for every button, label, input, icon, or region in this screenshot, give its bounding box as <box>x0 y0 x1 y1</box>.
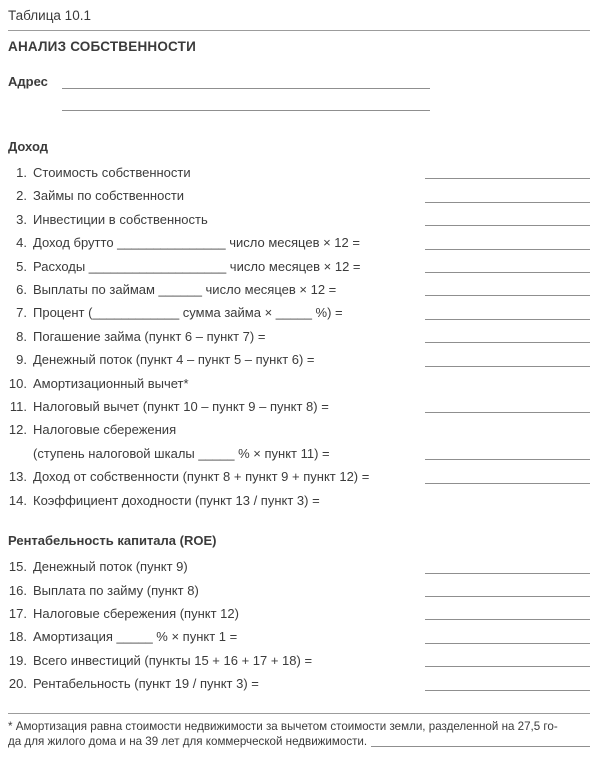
answer-blank[interactable] <box>425 319 590 320</box>
item-label: Налоговые сбережения (пункт 12) <box>33 605 239 621</box>
item-number: 6. <box>16 282 27 298</box>
answer-blank[interactable] <box>425 202 590 203</box>
item-number: 1. <box>16 165 27 180</box>
item-label: Выплата по займу (пункт 8) <box>33 582 199 598</box>
income-row-4 <box>8 231 590 254</box>
income-row-3 <box>8 208 590 231</box>
item-label: Займы по собственности <box>33 188 185 204</box>
item-label: Коэффициент доходности (пункт 13 / пункт 3) = <box>33 492 320 508</box>
item-label: Денежный поток (пункт 9) <box>33 559 188 575</box>
income-row-5 <box>8 255 590 278</box>
item-number: 12. <box>8 422 27 438</box>
item-label: Доход брутто _______________ число месяцев × 12 = <box>33 235 360 251</box>
item-label: Выплаты по займам ______ число месяцев × 12 = <box>33 282 337 298</box>
footnote-trailing-rule <box>371 746 590 747</box>
answer-blank[interactable] <box>425 225 590 226</box>
answer-blank[interactable] <box>425 412 590 413</box>
answer-blank[interactable] <box>425 483 590 484</box>
answer-blank[interactable] <box>425 643 590 644</box>
address-blank-2[interactable] <box>62 110 430 111</box>
item-number: 2. <box>16 188 27 204</box>
income-row-1 <box>8 161 590 184</box>
address-label: Адрес <box>8 74 48 89</box>
item-label: Рентабельность (пункт 19 / пункт 3) = <box>33 676 259 692</box>
item-label: Денежный поток (пункт 4 – пункт 5 – пункт 6) = <box>33 352 315 368</box>
income-row-6 <box>8 278 590 301</box>
item-number: 3. <box>16 211 27 227</box>
address-blank-1[interactable] <box>62 88 430 89</box>
answer-blank[interactable] <box>425 459 590 460</box>
item-label: Амортизация _____ % × пункт 1 = <box>33 629 238 645</box>
footnote-line-2-text: да для жилого дома и на 39 лет для коммерческой недвижимости. <box>8 735 368 749</box>
income-row-2 <box>8 184 590 207</box>
item-label: Процент (____________ сумма займа × _____ %) = <box>33 305 343 321</box>
income-row-12 <box>8 418 590 465</box>
item-number: 17. <box>8 605 27 621</box>
answer-blank[interactable] <box>425 596 590 597</box>
item-label: Расходы ___________________ число месяцев × 12 = <box>33 258 361 274</box>
item-number: 15. <box>8 559 27 575</box>
roe-row-15 <box>8 555 590 578</box>
page-title: АНАЛИЗ СОБСТВЕННОСТИ <box>8 39 197 54</box>
table-label: Таблица 10.1 <box>8 8 91 23</box>
item-label: Стоимость собственности <box>33 165 191 180</box>
footnote-line-2 <box>8 734 590 750</box>
address-block <box>8 71 590 115</box>
item-number: 5. <box>16 258 27 274</box>
income-row-8 <box>8 325 590 348</box>
item-number: 11. <box>9 399 27 415</box>
answer-blank[interactable] <box>425 573 590 574</box>
answer-blank[interactable] <box>425 272 590 273</box>
item-number: 4. <box>16 235 27 251</box>
roe-row-16 <box>8 579 590 602</box>
item-number: 16. <box>8 582 27 598</box>
income-row-13 <box>8 465 590 488</box>
item-number: 18. <box>8 629 27 645</box>
roe-row-20 <box>8 672 590 695</box>
top-rule <box>8 30 590 31</box>
income-row-7 <box>8 301 590 324</box>
item-number: 19. <box>8 652 27 668</box>
section-header-roe: Рентабельность капитала (ROE) <box>8 533 217 549</box>
item-label: Амортизационный вычет* <box>33 375 189 391</box>
item-number: 7. <box>16 305 27 321</box>
item-number: 10. <box>8 375 27 391</box>
item-number: 20. <box>8 676 27 692</box>
income-row-11 <box>8 395 590 418</box>
roe-row-19 <box>8 649 590 672</box>
answer-blank[interactable] <box>425 249 590 250</box>
item-number: 9. <box>16 352 27 368</box>
roe-items <box>8 555 590 695</box>
item-label: Налоговый вычет (пункт 10 – пункт 9 – пункт 8) = <box>33 399 329 415</box>
item-label: Доход от собственности (пункт 8 + пункт 9 + пункт 12) = <box>33 469 370 485</box>
section-header-income: Доход <box>8 139 48 154</box>
item-number: 14. <box>8 492 27 508</box>
address-row-2 <box>8 93 590 115</box>
income-items <box>8 161 590 512</box>
roe-row-17 <box>8 602 590 625</box>
footnote-rule <box>8 713 590 714</box>
address-row-1 <box>8 71 590 93</box>
answer-blank[interactable] <box>425 342 590 343</box>
item-label: Всего инвестиций (пункты 15 + 16 + 17 + 18) = <box>33 652 313 668</box>
answer-blank[interactable] <box>425 366 590 367</box>
answer-blank[interactable] <box>425 619 590 620</box>
answer-blank[interactable] <box>425 295 590 296</box>
income-row-10 <box>8 372 590 395</box>
item-number: 13. <box>8 469 27 485</box>
item-number: 8. <box>16 328 27 344</box>
footnote <box>8 719 590 750</box>
item-label: Налоговые сбережения (ступень налоговой шкалы _____ % × пункт 11) = <box>33 422 330 461</box>
income-row-14 <box>8 489 590 512</box>
answer-blank[interactable] <box>425 690 590 691</box>
item-label: Погашение займа (пункт 6 – пункт 7) = <box>33 328 266 344</box>
answer-blank[interactable] <box>425 178 590 179</box>
answer-blank[interactable] <box>425 666 590 667</box>
item-label: Инвестиции в собственность <box>33 211 208 227</box>
footnote-line-1: * Амортизация равна стоимости недвижимости за вычетом стоимости земли, разделенной на 27,5 го- <box>8 719 558 733</box>
income-row-9 <box>8 348 590 371</box>
roe-row-18 <box>8 625 590 648</box>
